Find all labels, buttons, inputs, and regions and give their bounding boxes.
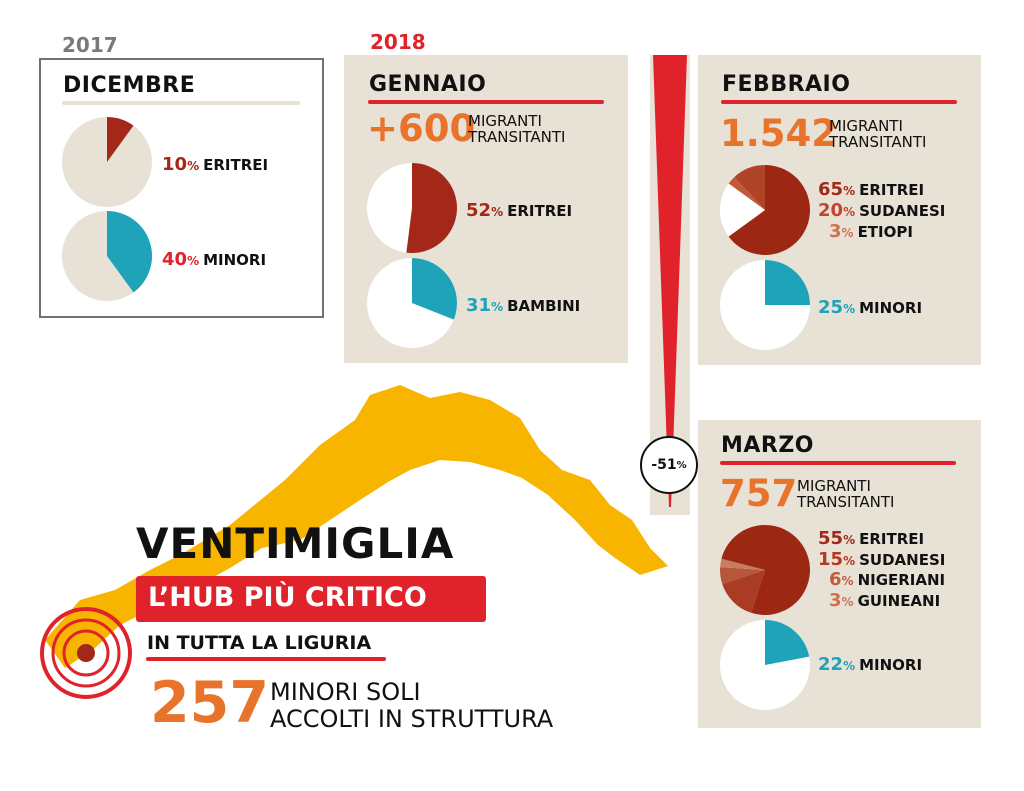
febbraio-label-eritrei: 65% ERITREI — [818, 179, 925, 200]
febbraio-total-value: 1.542 — [720, 112, 838, 155]
dicembre-label-eritrei: 10% ERITREI — [162, 154, 269, 175]
marzo-title: MARZO — [721, 433, 815, 458]
dicembre-underline — [62, 101, 300, 105]
febbraio-underline — [721, 100, 957, 104]
pie-slice-minori — [765, 260, 810, 305]
marzo-label-minori: 22% MINORI — [818, 654, 923, 675]
gennaio-pie-eritrei — [367, 163, 457, 253]
febbraio-total-text: MIGRANTI TRANSITANTI — [829, 117, 927, 151]
headline-subtitle-text: L’HUB PIÙ CRITICO — [148, 582, 427, 613]
marzo-label-nigeriani: 6% NIGERIANI — [829, 569, 946, 590]
headline-region: IN TUTTA LA LIGURIA — [147, 632, 372, 654]
marzo-underline — [720, 461, 956, 465]
febbraio-label-sudanesi: 20% SUDANESI — [818, 200, 946, 221]
febbraio-label-etiopi: 3% ETIOPI — [829, 221, 913, 242]
dicembre-title: DICEMBRE — [63, 73, 196, 98]
gennaio-pie-bambini — [367, 258, 457, 348]
pie-slice-eritrei — [406, 163, 457, 253]
febbraio-pie-nationalities — [720, 165, 810, 255]
headline-title: VENTIMIGLIA — [136, 519, 455, 568]
decline-badge — [640, 436, 698, 494]
year-2017-label: 2017 — [62, 33, 118, 57]
gennaio-total-value: +600 — [367, 107, 476, 150]
marzo-label-eritrei: 55% ERITREI — [818, 528, 925, 549]
febbraio-label-minori: 25% MINORI — [818, 297, 923, 318]
gennaio-total-text: MIGRANTI TRANSITANTI — [468, 112, 566, 146]
gennaio-label-bambini: 31% BAMBINI — [466, 295, 581, 316]
marzo-total-text: MIGRANTI TRANSITANTI — [797, 477, 895, 511]
marzo-total-value: 757 — [720, 472, 798, 515]
decline-unit: % — [676, 459, 687, 471]
marzo-pie-minori — [720, 620, 810, 710]
dicembre-pie-minori — [62, 211, 152, 301]
marzo-label-guineani: 3% GUINEANI — [829, 590, 941, 611]
marzo-label-sudanesi: 15% SUDANESI — [818, 549, 946, 570]
year-2018-label: 2018 — [370, 30, 426, 54]
headline-number: 257 — [150, 670, 269, 736]
gennaio-label-eritrei: 52% ERITREI — [466, 200, 573, 221]
headline-line2: ACCOLTI IN STRUTTURA — [270, 705, 554, 733]
marzo-pie-nationalities — [720, 525, 810, 615]
headline-line1: MINORI SOLI — [270, 678, 421, 706]
dicembre-label-minori: 40% MINORI — [162, 249, 267, 270]
febbraio-title: FEBBRAIO — [722, 72, 851, 97]
decline-value: -51 — [651, 457, 677, 473]
headline-region-underline — [146, 657, 386, 661]
febbraio-pie-minori — [720, 260, 810, 350]
gennaio-title: GENNAIO — [369, 72, 487, 97]
gennaio-underline — [368, 100, 604, 104]
ventimiglia-location-marker-icon — [38, 605, 134, 701]
dicembre-pie-eritrei — [62, 117, 152, 207]
